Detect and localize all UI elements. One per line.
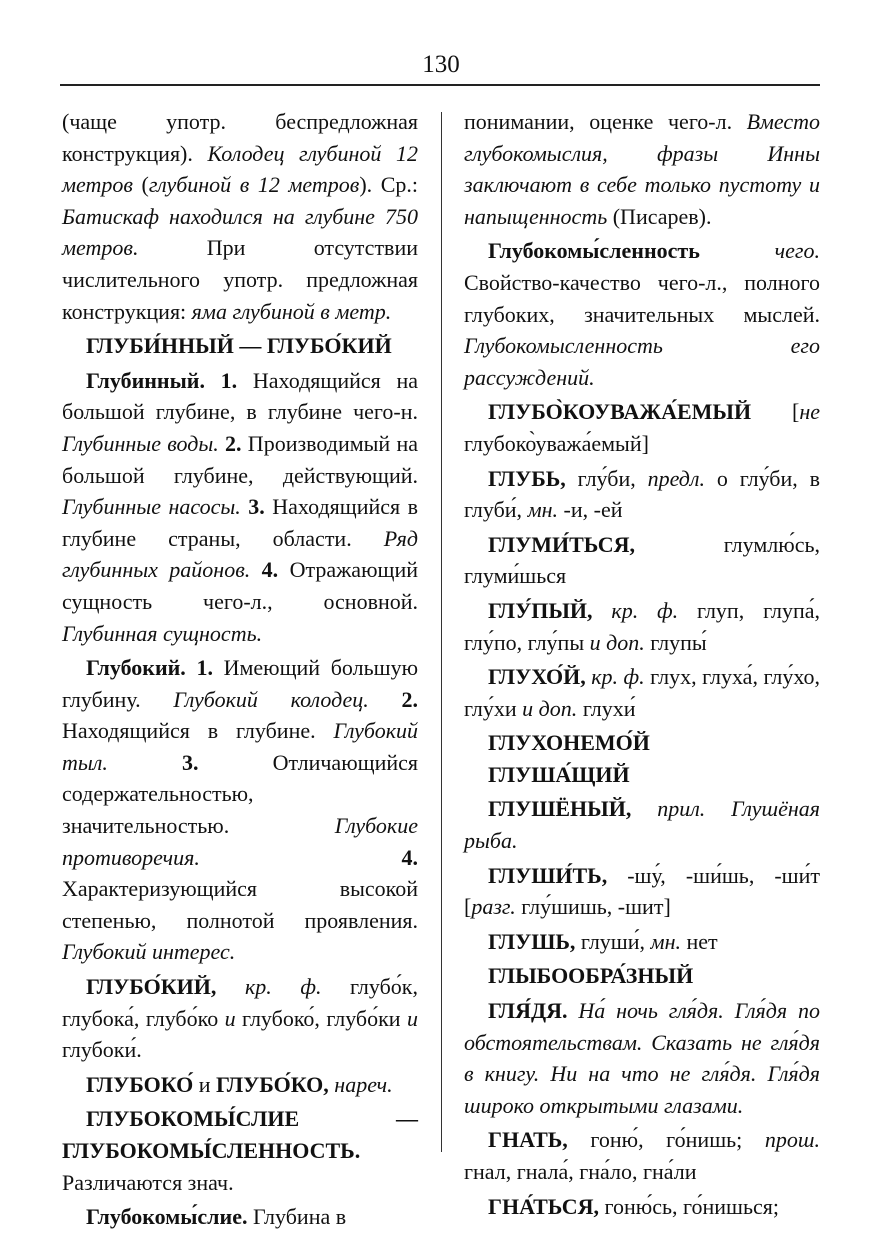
right-column (464, 106, 820, 1225)
dictionary-entry: ГЛУМИ́ТЬСЯ, глумлю́сь, глуми́шься (464, 531, 820, 589)
column-divider (441, 112, 442, 1152)
dictionary-entry: ГЛУБОКОМЫ́СЛИЕ — ГЛУБОКОМЫ́СЛЕННОСТЬ. Различаются знач. (62, 1106, 418, 1195)
dictionary-entry: понимании, оценке чего-л. Вместо глубокомыслия, фразы Инны заключают в себе только пустоту и напыщенность (Писарев). (464, 109, 820, 229)
dictionary-entry: ГЛЫБООБРА́ЗНЫЙ (488, 963, 694, 989)
dictionary-entry: ГЛУБЬ, глу́би, предл. о глу́би, в глуби́, мн. -и, -ей (464, 465, 820, 523)
dictionary-entry: Глубокий. 1. Имеющий большую глубину. Глубокий колодец. 2. Находящийся в глубине. Глубокий тыл. 3. Отличающийся содержательностью, значительностью. Глубокие противоречия. 4. Характеризующийся высокой степенью, полнотой проявления. Глубокий интерес. (62, 655, 419, 965)
dictionary-entry: ГЛУБО̀КОУВАЖА́ЕМЫЙ [не глубоко̀уважа́емый] (464, 399, 820, 456)
dictionary-entry: Глубинный. 1. Находящийся на большой глубине, в глубине чего-н. Глубинные воды. 2. Производимый на большой глубине, действующий. Глубинные насосы. 3. Находящийся в глубине страны, области. Ряд глубинных районов. 4. Отражающий сущность чего-л., основной. Глубинная сущность. (62, 367, 419, 646)
dictionary-entry: ГЛЯ́ДЯ. На́ ночь гля́дя. Гля́дя по обстоятельствам. Сказать не гля́дя в книгу. Ни на что не гля́дя. Гля́дя широко открытыми глазами. (464, 998, 820, 1118)
dictionary-entry: ГЛУШЬ, глуши́, мн. нет (488, 928, 718, 954)
dictionary-entry: Глубокомы́слие. Глубина в (86, 1204, 347, 1230)
dictionary-entry: ГНА́ТЬСЯ, гоню́сь, го́нишься; (488, 1193, 779, 1219)
dictionary-entry: ГЛУША́ЩИЙ (488, 761, 630, 787)
dictionary-entry: (чаще употр. беспредложная конструкция). Колодец глубиной 12 метров (глубиной в 12 метров). Ср.: Батискаф находился на глубине 750 метров. При отсутствии числительного употр. предложная конструкция: яма глубиной в метр. (62, 109, 419, 324)
dictionary-entry: Глубокомы́сленность чего. Свойство-качество чего-л., полного глубоких, значительных мыслей. Глубокомысленность его рассуждений. (464, 238, 820, 390)
page-number: 130 (422, 51, 460, 78)
dictionary-entry: ГЛУБОКО́ и ГЛУБО́КО, нареч. (86, 1071, 393, 1097)
dictionary-entry: ГЛУБО́КИЙ, кр. ф. глубо́к, глубока́, глубо́ко и глубоко́, глубо́ки и глубоки́. (62, 974, 418, 1063)
dictionary-entry: ГНАТЬ, гоню́, го́нишь; прош. гнал, гнала́, гна́ло, гна́ли (464, 1127, 820, 1184)
dictionary-entry: ГЛУ́ПЫЙ, кр. ф. глуп, глупа́, глу́по, глу́пы и доп. глупы́ (464, 597, 820, 655)
dictionary-entry: ГЛУШЁНЫЙ, прил. Глушёная рыба. (464, 796, 820, 854)
dictionary-entry: ГЛУБИ́ННЫЙ — ГЛУБО́КИЙ (86, 333, 392, 359)
dictionary-entry: ГЛУШИ́ТЬ, -шу́, -ши́шь, -ши́т [разг. глу́шишь, -шит] (464, 862, 820, 920)
left-column (62, 106, 418, 1236)
dictionary-entry: ГЛУХО́Й, кр. ф. глух, глуха́, глу́хо, глу́хи и доп. глухи́ (464, 664, 821, 721)
dictionary-entry: ГЛУХОНЕМО́Й (488, 730, 650, 756)
header-rule (60, 84, 820, 86)
